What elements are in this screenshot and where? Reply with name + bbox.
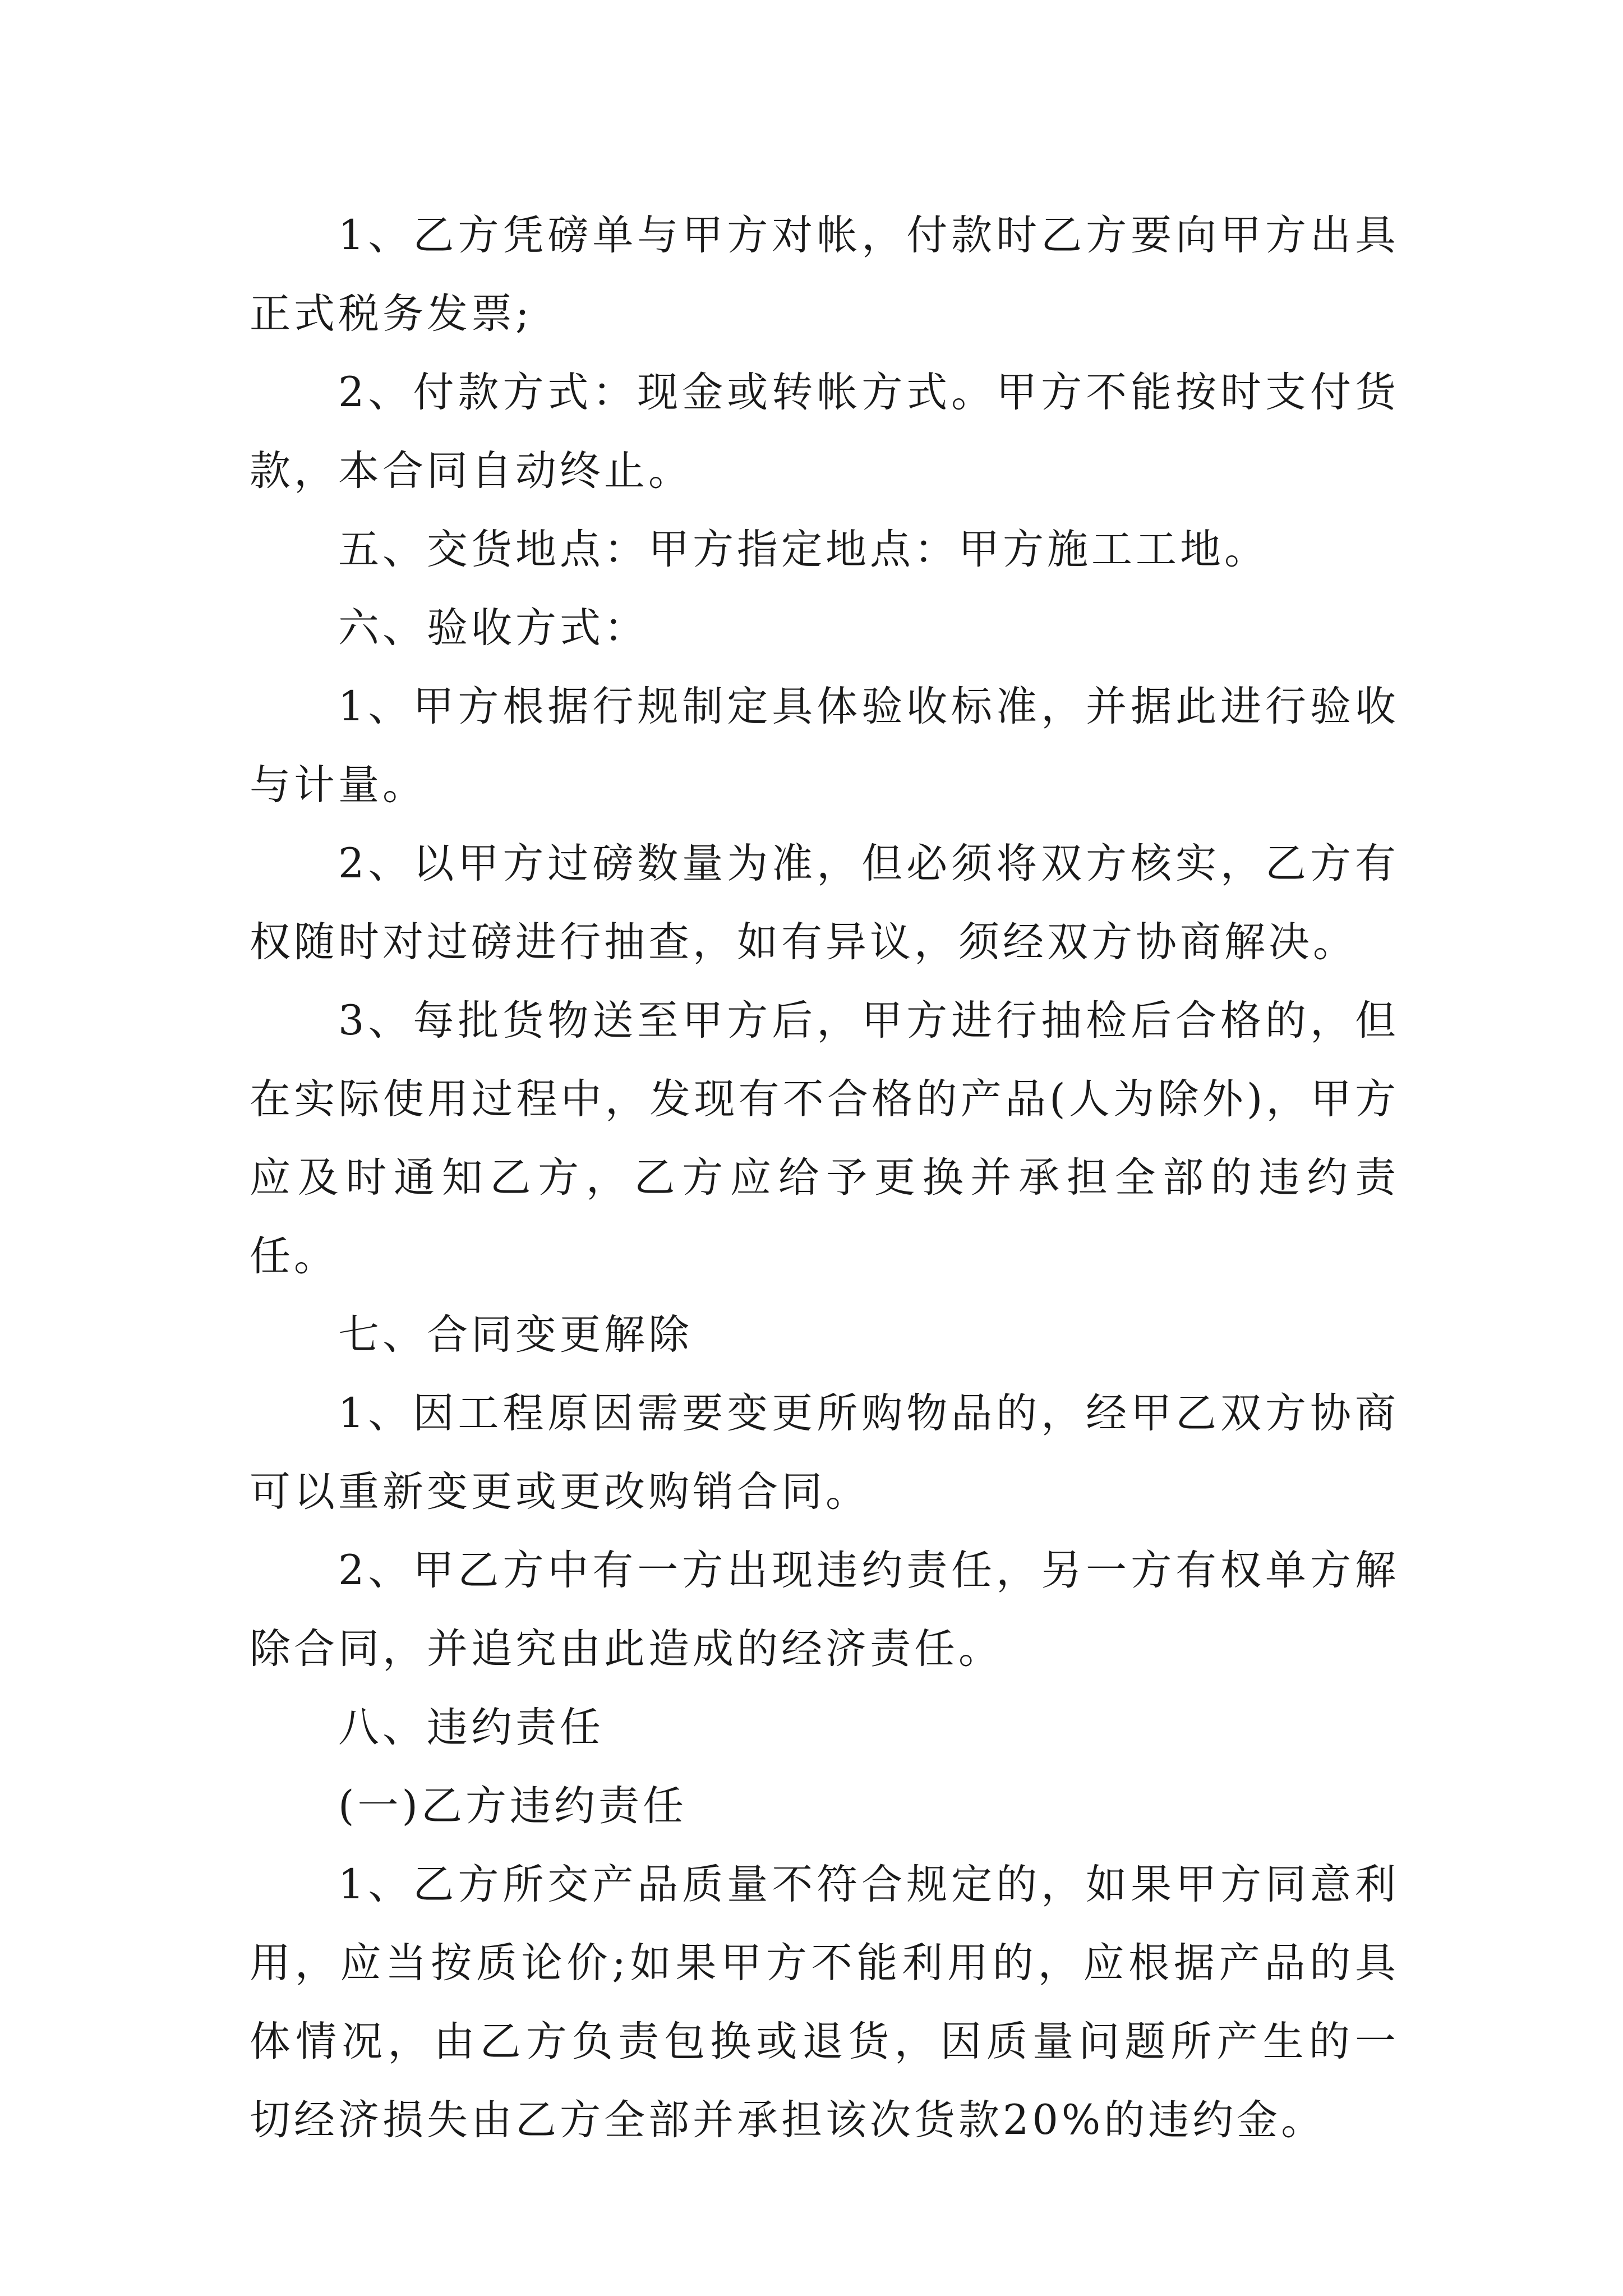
paragraph-change-items: 1、因工程原因需要变更所购物品的，经甲乙双方协商可以重新变更或更改购销合同。 [250,1389,1399,1516]
paragraph-quality-nonconformity: 1、乙方所交产品质量不符合规定的，如果甲方同意利用，应当按质论价;如果甲方不能利用的，应根据产品的具体情况，由乙方负责包换或退货，因质量问题所产生的一切经济损失由乙方全部并承担该次货款20%的违约金。 [250,1861,1399,2144]
heading-contract-change: 七、合同变更解除 [338,1311,693,1359]
paragraph-batch-inspection: 3、每批货物送至甲方后，甲方进行抽检后合格的，但在实际使用过程中，发现有不合格的产品(人为除外)，甲方应及时通知乙方，乙方应给予更换并承担全部的违约责任。 [250,997,1399,1280]
subheading-party-b-breach: (一)乙方违约责任 [338,1782,687,1830]
paragraph-payment-method: 2、付款方式：现金或转帐方式。甲方不能按时支付货款，本合同自动终止。 [250,369,1399,495]
paragraph-weighing-quantity: 2、以甲方过磅数量为准，但必须将双方核实，乙方有权随时对过磅进行抽查，如有异议，须经双方协商解决。 [250,840,1399,966]
paragraph-delivery-location: 五、交货地点：甲方指定地点：甲方施工工地。 [338,526,1269,573]
paragraph-payment-reconciliation: 1、乙方凭磅单与甲方对帐，付款时乙方要向甲方出具正式税务发票; [250,211,1399,338]
heading-acceptance-method: 六、验收方式： [338,604,648,652]
document-body [250,196,1399,2160]
heading-breach-liability: 八、违约责任 [338,1704,604,1751]
paragraph-termination: 2、甲乙方中有一方出现违约责任，另一方有权单方解除合同，并追究由此造成的经济责任。 [250,1547,1399,1673]
paragraph-acceptance-standard: 1、甲方根据行规制定具体验收标准，并据此进行验收与计量。 [250,683,1399,809]
